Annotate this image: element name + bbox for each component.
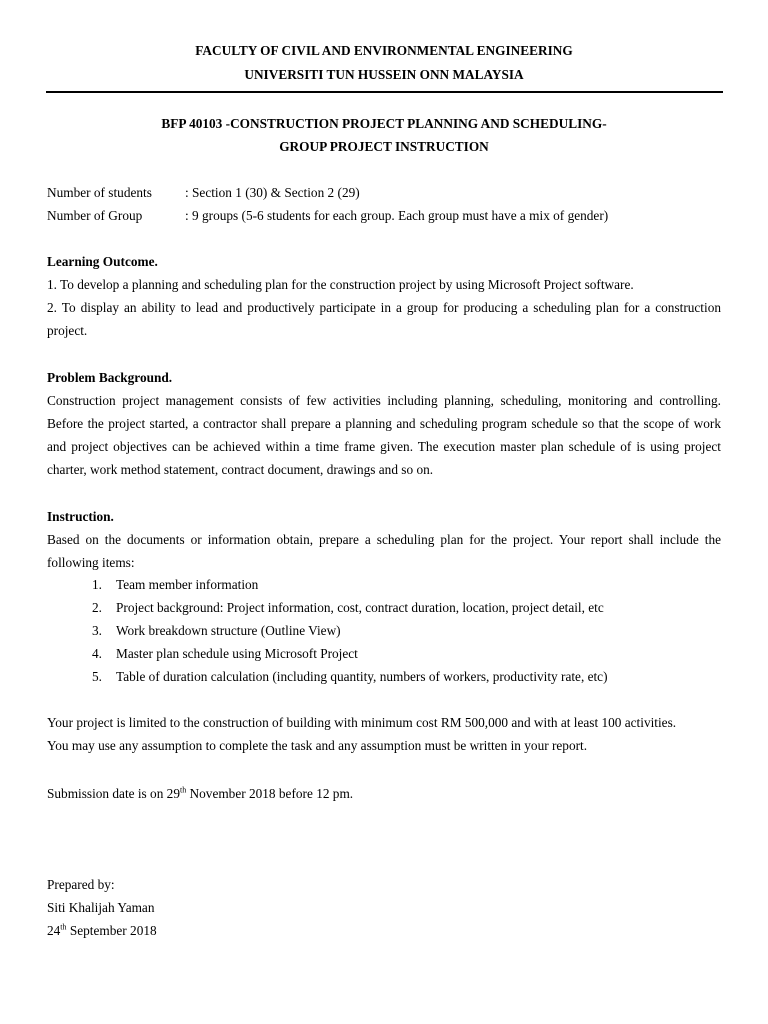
group-label: Number of Group [47,208,143,223]
submission-date: Submission date is on 29th November 2018 before 12 pm. [47,785,354,801]
instruction-title: GROUP PROJECT INSTRUCTION [279,139,489,154]
limits-line-2: You may use any assumption to complete the task and any assumption must be written in your report. [47,738,588,753]
list-item: 5. Table of duration calculation (including quantity, numbers of workers, productivity rate, etc) [92,669,608,684]
limits-line-1: Your project is limited to the construction of building with minimum cost RM 500,000 and with at least 100 activities. [47,715,677,730]
learning-outcome-2: 2. To display an ability to lead and productively participate in a group for producing a scheduling plan for a construction project. [47,300,721,338]
instruction-intro: Based on the documents or information obtain, prepare a scheduling plan for the project. Your report shall include the following items: [47,532,721,570]
learning-outcome-1: 1. To develop a planning and scheduling plan for the construction project by using Microsoft Project software. [47,277,634,292]
prepared-label: Prepared by: [47,877,115,892]
problem-background-text: Construction project management consists of few activities including planning, scheduling, monitoring and controlling. Before the project started, a contractor shall prepare a planning and scheduling program schedule so that the scope of work and project objectives can be achieved within a time frame given. The execution master plan schedule of is using project charter, work method statement, contract document, drawings and so on. [47,393,721,477]
learning-outcome-heading: Learning Outcome. [47,254,158,269]
list-item: 3. Work breakdown structure (Outline View) [92,623,341,638]
course-title: BFP 40103 -CONSTRUCTION PROJECT PLANNING AND SCHEDULING- [161,116,607,131]
header-divider [46,91,723,93]
group-value: : 9 groups (5-6 students for each group. Each group must have a mix of gender) [185,208,609,223]
list-item: 1. Team member information [92,577,259,592]
faculty-heading: FACULTY OF CIVIL AND ENVIRONMENTAL ENGINEERING [195,43,573,58]
list-item: 4. Master plan schedule using Microsoft Project [92,646,358,661]
prepared-name: Siti Khalijah Yaman [47,900,155,915]
prepared-date: 24th September 2018 [47,922,157,938]
university-heading: UNIVERSITI TUN HUSSEIN ONN MALAYSIA [244,67,524,82]
students-label: Number of students [47,185,152,200]
problem-background-heading: Problem Background. [47,370,173,385]
list-item: 2. Project background: Project information, cost, contract duration, location, project detail, etc [92,600,604,615]
instruction-heading: Instruction. [47,509,114,524]
students-value: : Section 1 (30) & Section 2 (29) [185,185,360,200]
